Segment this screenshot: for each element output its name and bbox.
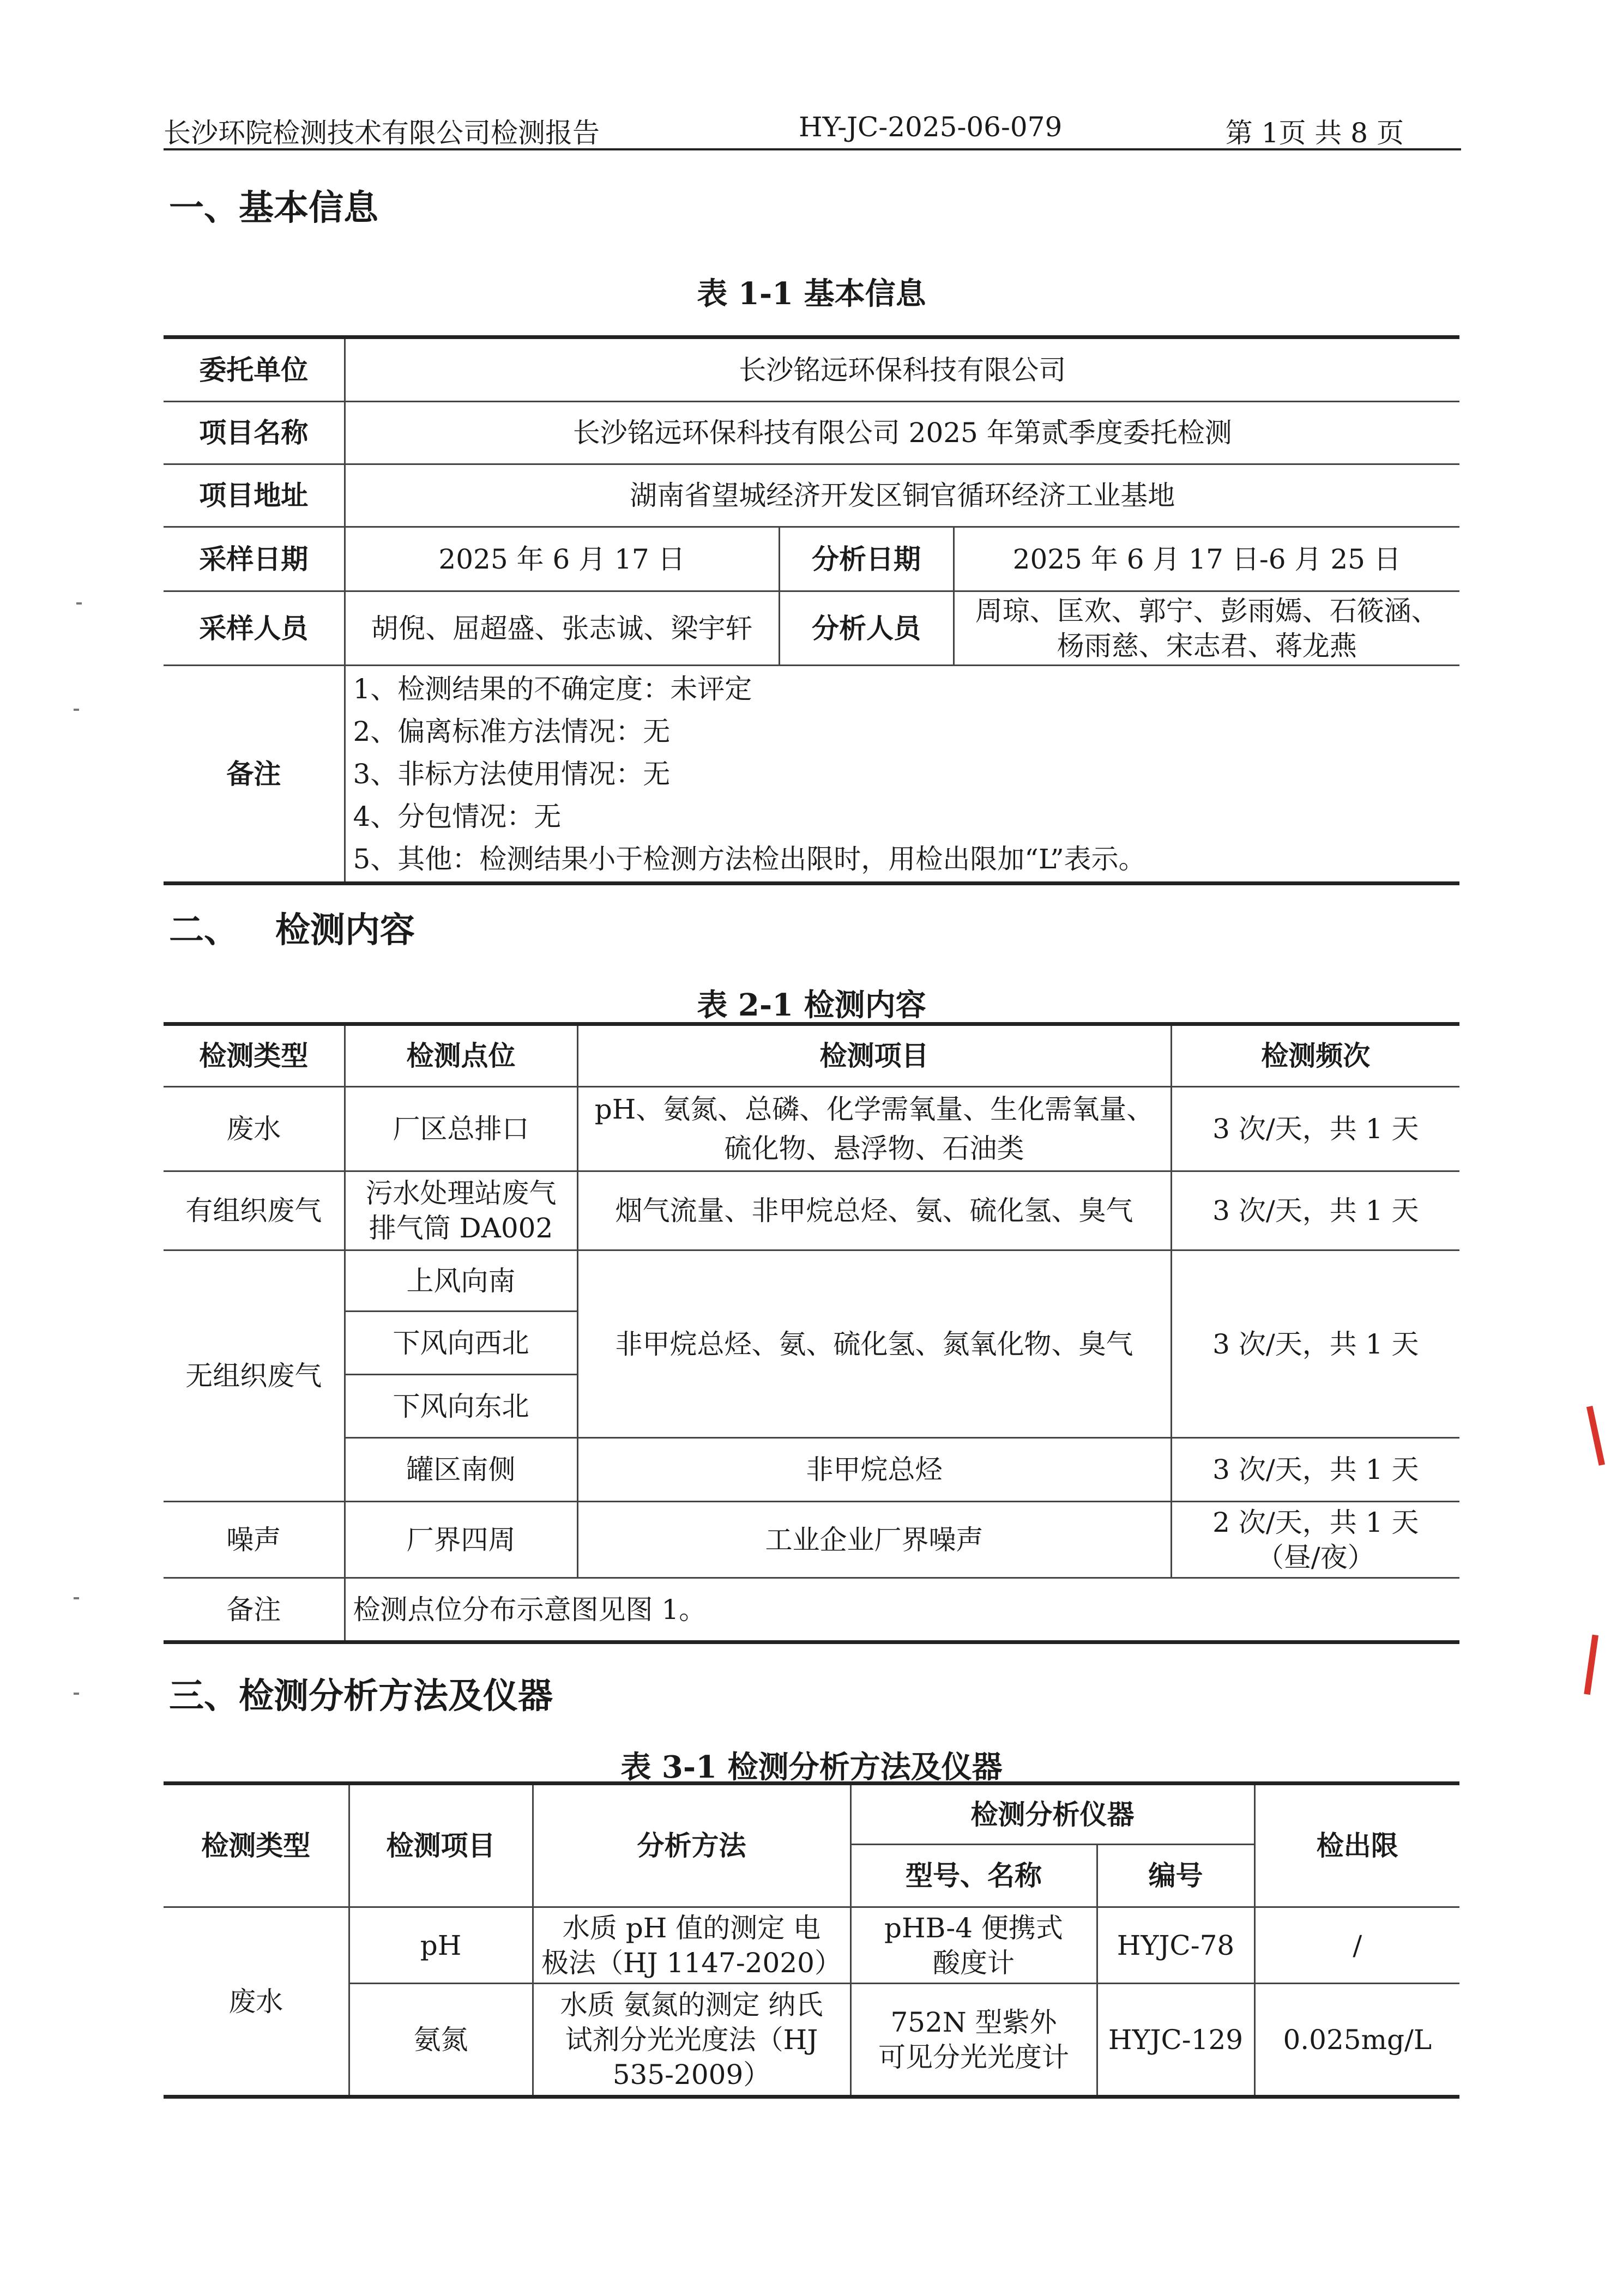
ww-point: 厂区总排口 xyxy=(345,1087,577,1171)
th3-limit: 检出限 xyxy=(1254,1784,1459,1907)
address-label: 项目地址 xyxy=(164,464,345,527)
noise-freq xyxy=(1171,1502,1459,1578)
ph-method-line1: 水质 pH 值的测定 电 xyxy=(562,1912,821,1944)
th3-number: 编号 xyxy=(1097,1845,1254,1907)
method-row-nh3-limit: 0.025mg/L xyxy=(1254,1984,1459,2097)
ww-type: 废水 xyxy=(164,1087,345,1171)
org-type: 有组织废气 xyxy=(164,1171,345,1250)
unorg-point4: 罐区南侧 xyxy=(345,1438,577,1502)
org-point-line1: 污水处理站废气 xyxy=(365,1177,557,1209)
unorg-point2: 下风向西北 xyxy=(345,1312,577,1375)
table2-caption: 表 2-1 检测内容 xyxy=(697,987,926,1023)
remarks-value xyxy=(345,666,1459,884)
basic-info-table xyxy=(164,335,1459,885)
unorg-items4: 非甲烷总烃 xyxy=(577,1438,1171,1502)
remark-1: 1、检测结果的不确定度：未评定 xyxy=(353,673,752,705)
ww-freq: 3 次/天，共 1 天 xyxy=(1171,1087,1459,1171)
remark-3: 3、非标方法使用情况：无 xyxy=(353,758,671,790)
table2-remark-value: 检测点位分布示意图见图 1。 xyxy=(345,1578,1459,1642)
red-seal-fragment-upper: | xyxy=(1577,1394,1613,1467)
org-freq: 3 次/天，共 1 天 xyxy=(1171,1171,1459,1250)
remark-5: 5、其他：检测结果小于检测方法检出限时，用检出限加“L”表示。 xyxy=(353,843,1146,875)
sampling-date-label: 采样日期 xyxy=(164,527,345,591)
header-report-no: HY-JC-2025-06-079 xyxy=(799,111,1063,143)
samplers-value: 胡倪、屈超盛、张志诚、梁宇轩 xyxy=(345,591,779,666)
nh3-method-line1: 水质 氨氮的测定 纳氏 xyxy=(560,1989,823,2021)
ph-model-line2: 酸度计 xyxy=(933,1947,1015,1979)
th-type: 检测类型 xyxy=(164,1024,345,1087)
remark-4: 4、分包情况：无 xyxy=(353,800,562,832)
client-value: 长沙铭远环保科技有限公司 xyxy=(345,337,1459,402)
method-row-nh3-model xyxy=(850,1984,1097,2097)
th-items: 检测项目 xyxy=(577,1024,1171,1087)
unorg-point1: 上风向南 xyxy=(345,1250,577,1312)
th3-method: 分析方法 xyxy=(533,1784,850,1907)
unorg-freq: 3 次/天，共 1 天 xyxy=(1171,1250,1459,1438)
method-row-ph-limit: / xyxy=(1254,1907,1459,1984)
analysts-value xyxy=(954,591,1459,666)
detection-content-table xyxy=(164,1022,1459,1644)
header-company: 长沙环院检测技术有限公司检测报告 xyxy=(164,117,600,149)
method-row-nh3-item: 氨氮 xyxy=(349,1984,533,2097)
scan-speck xyxy=(74,1597,79,1599)
noise-point: 厂界四周 xyxy=(345,1502,577,1578)
samplers-label: 采样人员 xyxy=(164,591,345,666)
th3-item: 检测项目 xyxy=(349,1784,533,1907)
unorg-point3: 下风向东北 xyxy=(345,1375,577,1438)
org-point-line2: 排气筒 DA002 xyxy=(369,1212,553,1244)
scan-speck xyxy=(74,1693,79,1695)
analysts-line1: 周琼、匡欢、郭宁、彭雨嫣、石筱涵、 xyxy=(975,595,1439,627)
analysis-date-value: 2025 年 6 月 17 日-6 月 25 日 xyxy=(954,527,1459,591)
address-value: 湖南省望城经济开发区铜官循环经济工业基地 xyxy=(345,464,1459,527)
method-row-ph-number: HYJC-78 xyxy=(1097,1907,1254,1984)
th3-type: 检测类型 xyxy=(164,1784,349,1907)
methods-table xyxy=(164,1781,1459,2099)
method-row-ph-model xyxy=(850,1907,1097,1984)
scan-speck xyxy=(74,709,79,711)
section3-heading: 三、检测分析方法及仪器 xyxy=(169,1676,553,1717)
ww-items xyxy=(577,1087,1171,1171)
th3-instrument: 检测分析仪器 xyxy=(850,1784,1254,1845)
unorg-type: 无组织废气 xyxy=(164,1250,345,1502)
nh3-method-line3: 535-2009） xyxy=(612,2058,771,2090)
project-label: 项目名称 xyxy=(164,402,345,464)
nh3-model-line1: 752N 型紫外 xyxy=(890,2006,1057,2038)
table1-caption: 表 1-1 基本信息 xyxy=(697,276,926,312)
nh3-model-line2: 可见分光光度计 xyxy=(878,2041,1069,2073)
analysis-date-label: 分析日期 xyxy=(779,527,954,591)
table3-caption: 表 3-1 检测分析方法及仪器 xyxy=(620,1749,1003,1785)
ww-items-line2: 硫化物、悬浮物、石油类 xyxy=(724,1133,1024,1164)
methods-type-wastewater: 废水 xyxy=(164,1907,349,2097)
header-page: 第 1页 共 8 页 xyxy=(1225,117,1404,149)
scan-speck xyxy=(76,602,82,605)
report-header xyxy=(164,109,1461,150)
noise-freq-line2: （昼/夜） xyxy=(1256,1541,1375,1573)
client-label: 委托单位 xyxy=(164,337,345,402)
analysts-label: 分析人员 xyxy=(779,591,954,666)
table2-remark-label: 备注 xyxy=(164,1578,345,1642)
ph-method-line2: 极法（HJ 1147-2020） xyxy=(541,1947,842,1979)
nh3-method-line2: 试剂分光光度法（HJ xyxy=(565,2023,818,2056)
org-point xyxy=(345,1171,577,1250)
noise-freq-line1: 2 次/天，共 1 天 xyxy=(1212,1506,1419,1538)
sampling-date-value: 2025 年 6 月 17 日 xyxy=(345,527,779,591)
ph-model-line1: pHB-4 便携式 xyxy=(884,1912,1063,1944)
project-value: 长沙铭远环保科技有限公司 2025 年第贰季度委托检测 xyxy=(345,402,1459,464)
noise-items: 工业企业厂界噪声 xyxy=(577,1502,1171,1578)
method-row-ph-item: pH xyxy=(349,1907,533,1984)
noise-type: 噪声 xyxy=(164,1502,345,1578)
red-seal-fragment-lower: | xyxy=(1576,1623,1608,1696)
method-row-nh3-number: HYJC-129 xyxy=(1097,1984,1254,2097)
unorg-items: 非甲烷总烃、氨、硫化氢、氮氧化物、臭气 xyxy=(577,1250,1171,1438)
method-row-nh3-method xyxy=(533,1984,850,2097)
ww-items-line1: pH、氨氮、总磷、化学需氧量、生化需氧量、 xyxy=(594,1093,1154,1125)
remark-2: 2、偏离标准方法情况：无 xyxy=(353,715,671,747)
th3-model: 型号、名称 xyxy=(850,1845,1097,1907)
th-freq: 检测频次 xyxy=(1171,1024,1459,1087)
method-row-ph-method xyxy=(533,1907,850,1984)
unorg-freq4: 3 次/天，共 1 天 xyxy=(1171,1438,1459,1502)
th-point: 检测点位 xyxy=(345,1024,577,1087)
section1-heading: 一、基本信息 xyxy=(169,188,378,228)
org-items: 烟气流量、非甲烷总烃、氨、硫化氢、臭气 xyxy=(577,1171,1171,1250)
section2-heading: 二、 检测内容 xyxy=(169,910,415,951)
remarks-label: 备注 xyxy=(164,666,345,884)
analysts-line2: 杨雨慈、宋志君、蒋龙燕 xyxy=(1057,630,1357,662)
